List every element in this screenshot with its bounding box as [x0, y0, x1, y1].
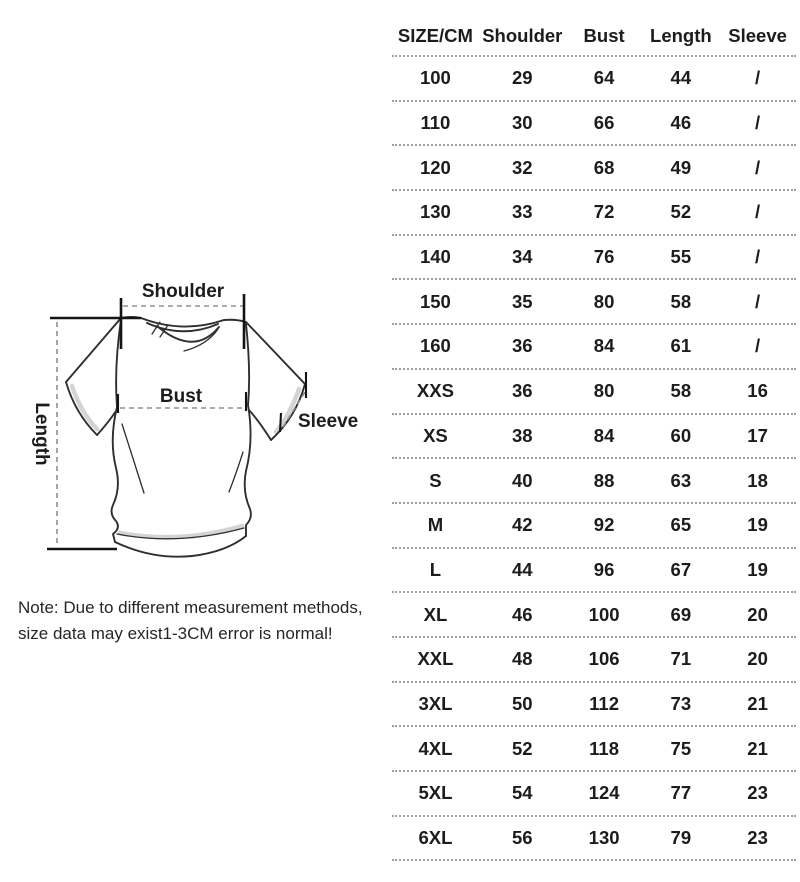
shoulder-measure: [121, 281, 244, 349]
shoulder-label: Shoulder: [141, 281, 225, 302]
table-cell: 75: [670, 737, 692, 759]
table-cell: 5XL: [418, 782, 453, 804]
table-cell: 77: [670, 782, 692, 804]
table-cell: 19: [747, 514, 768, 536]
table-row: [392, 504, 796, 549]
table-cell: 100: [588, 603, 620, 625]
table-cell: XXL: [417, 648, 454, 670]
table-cell: 100: [419, 67, 451, 89]
table-cell: /: [755, 201, 761, 223]
sleeve-label: Sleeve: [298, 411, 359, 432]
table-cell: 21: [747, 692, 768, 714]
table-cell: /: [755, 246, 761, 268]
table-cell: 106: [588, 648, 620, 670]
table-cell: 42: [512, 514, 533, 536]
table-cell: 92: [593, 514, 615, 536]
table-cell: 35: [512, 290, 533, 312]
table-cell: 36: [512, 380, 533, 402]
note-text: [18, 595, 363, 647]
table-cell: 16: [747, 380, 768, 402]
table-cell: 67: [670, 558, 692, 580]
table-cell: 52: [670, 201, 692, 223]
table-cell: 46: [670, 112, 692, 134]
table-row: [392, 727, 796, 772]
table-cell: 23: [747, 827, 768, 849]
table-row: [392, 236, 796, 281]
table-cell: 34: [512, 246, 533, 268]
table-row: [392, 415, 796, 460]
table-cell: M: [427, 514, 444, 536]
table-row: [392, 817, 796, 862]
table-row: [392, 191, 796, 236]
table-row: [392, 280, 796, 325]
table-cell: 84: [593, 335, 615, 357]
table-cell: L: [429, 558, 442, 580]
table-cell: 36: [512, 335, 533, 357]
table-cell: 66: [593, 112, 615, 134]
table-cell: /: [755, 156, 761, 178]
table-cell: 4XL: [418, 737, 453, 759]
table-cell: 130: [419, 201, 451, 223]
table-cell: 71: [670, 648, 692, 670]
table-cell: 64: [593, 67, 615, 89]
table-cell: 29: [512, 67, 533, 89]
table-cell: 96: [593, 558, 615, 580]
table-cell: 33: [512, 201, 533, 223]
table-cell: 61: [670, 335, 692, 357]
table-cell: 19: [747, 558, 768, 580]
table-row: [392, 593, 796, 638]
tshirt-diagram: [0, 272, 392, 584]
bust-measure: [118, 386, 246, 413]
column-header-shoulder: Shoulder: [482, 24, 563, 46]
size-table-body: [392, 57, 796, 861]
size-table: [392, 16, 796, 861]
table-cell: 150: [419, 290, 451, 312]
table-cell: 58: [670, 290, 692, 312]
size-table-header-row: [392, 16, 796, 57]
table-cell: 69: [670, 603, 692, 625]
bust-label: Bust: [159, 386, 203, 407]
table-cell: 23: [747, 782, 768, 804]
table-cell: 52: [512, 737, 533, 759]
table-cell: 112: [589, 692, 620, 714]
table-row: [392, 549, 796, 594]
table-cell: 54: [512, 782, 533, 804]
table-cell: XXS: [416, 380, 454, 402]
table-cell: /: [755, 112, 761, 134]
table-cell: 32: [512, 156, 533, 178]
table-cell: 130: [588, 827, 620, 849]
table-row: [392, 638, 796, 683]
table-row: [392, 370, 796, 415]
table-cell: 20: [747, 648, 768, 670]
table-cell: 118: [589, 737, 620, 759]
table-cell: S: [429, 469, 442, 491]
length-label: Length: [31, 402, 52, 466]
table-row: [392, 57, 796, 102]
table-cell: 80: [593, 380, 615, 402]
column-header-size-cm: SIZE/CM: [397, 24, 473, 46]
table-cell: 20: [747, 603, 768, 625]
note-line-1: Note: Due to different measurement methods,: [18, 598, 363, 617]
tshirt-outline: [66, 317, 305, 557]
table-cell: 46: [512, 603, 533, 625]
table-cell: 73: [670, 692, 692, 714]
table-cell: 44: [512, 558, 533, 580]
table-row: [392, 102, 796, 147]
table-cell: 44: [670, 67, 692, 89]
table-cell: 120: [419, 156, 451, 178]
table-cell: 50: [512, 692, 533, 714]
table-cell: 17: [747, 424, 768, 446]
column-header-sleeve: Sleeve: [728, 24, 787, 46]
table-cell: 110: [420, 112, 451, 134]
table-cell: 80: [593, 290, 615, 312]
table-row: [392, 683, 796, 728]
table-cell: 38: [512, 424, 533, 446]
table-cell: 49: [670, 156, 692, 178]
table-row: [392, 146, 796, 191]
table-cell: 160: [419, 335, 451, 357]
table-cell: 56: [512, 827, 533, 849]
table-cell: 88: [593, 469, 615, 491]
table-cell: 63: [670, 469, 692, 491]
table-cell: 30: [512, 112, 533, 134]
table-cell: 58: [670, 380, 692, 402]
table-cell: 124: [588, 782, 620, 804]
table-cell: 21: [747, 737, 768, 759]
table-cell: /: [755, 67, 761, 89]
column-header-bust: Bust: [583, 24, 625, 46]
table-row: [392, 772, 796, 817]
table-cell: 60: [670, 424, 692, 446]
table-cell: 18: [747, 469, 768, 491]
table-cell: 3XL: [418, 692, 453, 714]
table-cell: 84: [593, 424, 615, 446]
table-cell: 40: [512, 469, 533, 491]
table-cell: /: [755, 335, 761, 357]
column-header-length: Length: [650, 24, 712, 46]
table-row: [392, 325, 796, 370]
table-cell: 48: [512, 648, 533, 670]
table-cell: XS: [423, 424, 448, 446]
table-cell: 72: [593, 201, 615, 223]
table-cell: 76: [593, 246, 615, 268]
table-cell: 65: [670, 514, 692, 536]
table-cell: 68: [593, 156, 615, 178]
table-cell: 140: [419, 246, 451, 268]
table-row: [392, 459, 796, 504]
table-cell: 55: [670, 246, 692, 268]
table-cell: 6XL: [418, 827, 453, 849]
table-cell: XL: [423, 603, 448, 625]
note-line-2: size data may exist1-3CM error is normal!: [18, 624, 333, 643]
table-cell: /: [755, 290, 761, 312]
table-cell: 79: [670, 827, 692, 849]
